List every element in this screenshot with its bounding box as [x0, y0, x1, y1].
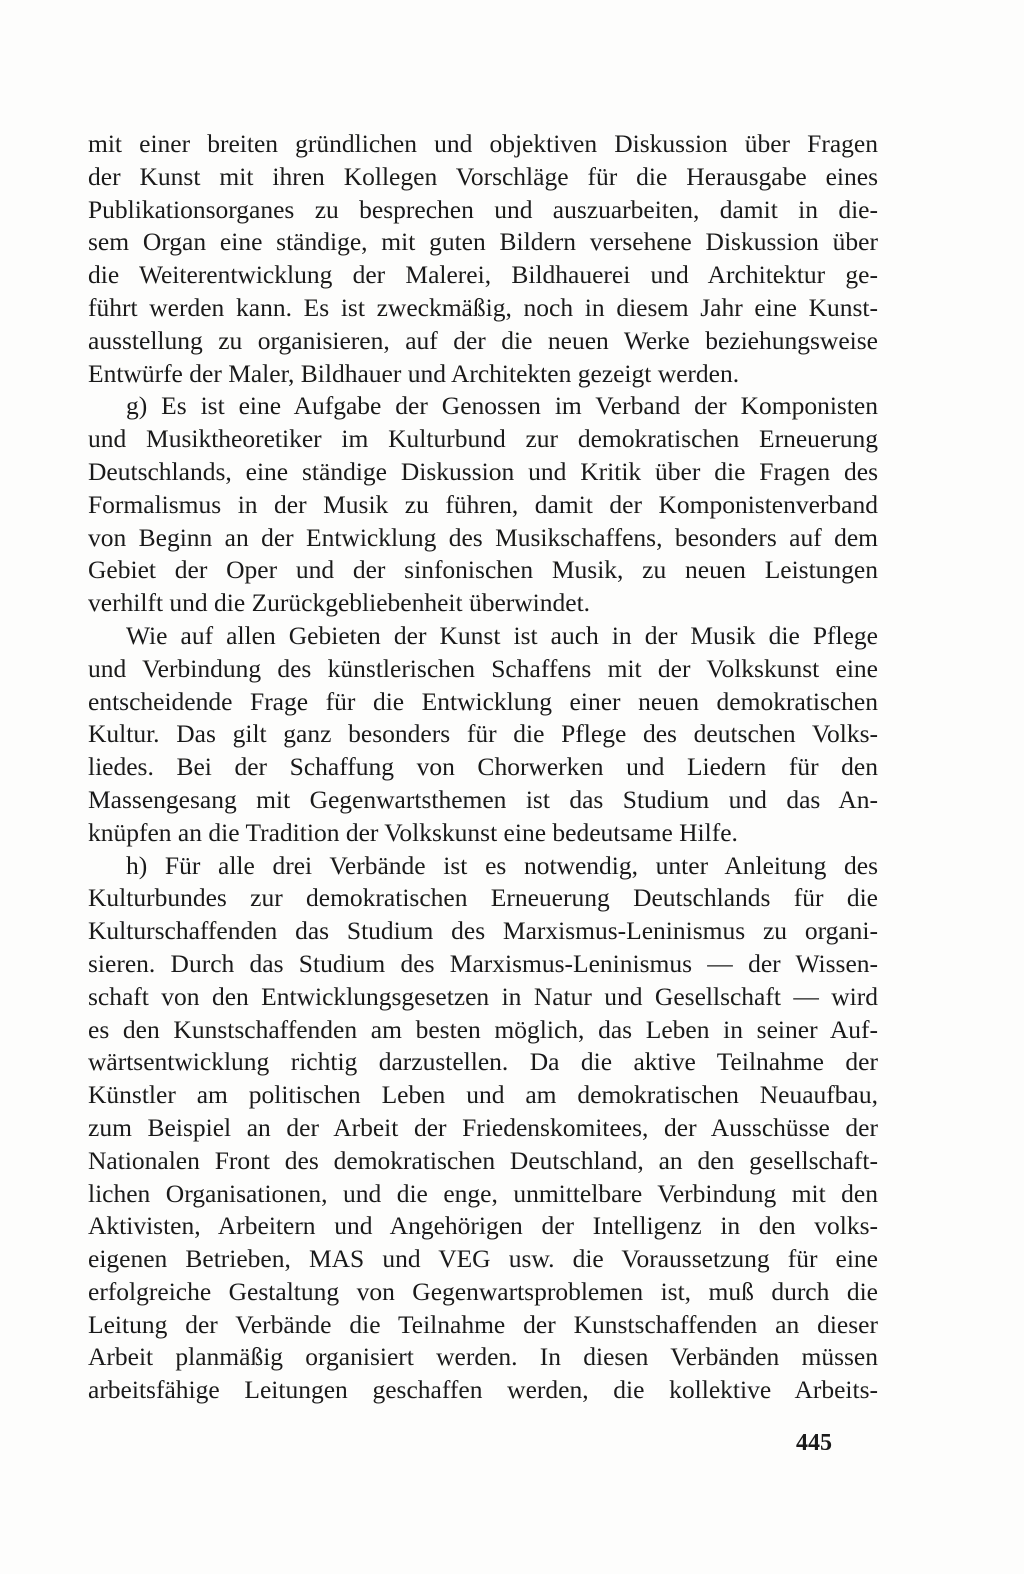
- text-line: Deutschlands, eine ständige Diskussion und Kritik über die Fragen des: [88, 456, 878, 486]
- paragraph: [88, 128, 878, 390]
- page-number: 445: [796, 1430, 832, 1456]
- text-line: Kultur. Das gilt ganz besonders für die Pflege des deutschen Volks-: [88, 719, 878, 749]
- text-line: die Weiterentwicklung der Malerei, Bildhauerei und Architektur ge-: [88, 260, 878, 290]
- text-line: verhilft und die Zurückgebliebenheit überwindet.: [88, 588, 591, 618]
- text-line: Formalismus in der Musik zu führen, damit der Komponistenverband: [88, 489, 878, 519]
- text-line: zum Beispiel an der Arbeit der Friedenskomitees, der Ausschüsse der: [88, 1112, 878, 1142]
- text-line: liedes. Bei der Schaffung von Chorwerken und Liedern für den: [88, 752, 878, 782]
- text-line: erfolgreiche Gestaltung von Gegenwartsproblemen ist, muß durch die: [88, 1276, 878, 1306]
- body-text: [88, 128, 878, 1407]
- text-line: Kulturbundes zur demokratischen Erneuerung Deutschlands für die: [88, 883, 878, 913]
- text-line: von Beginn an der Entwicklung des Musikschaffens, besonders auf dem: [88, 522, 878, 552]
- text-line: sieren. Durch das Studium des Marxismus-Leninismus — der Wissen-: [88, 948, 878, 978]
- text-line: und Musiktheoretiker im Kulturbund zur demokratischen Erneuerung: [88, 424, 878, 454]
- paragraph: [88, 390, 878, 620]
- text-line: Aktivisten, Arbeitern und Angehörigen der Intelligenz in den volks-: [88, 1211, 878, 1241]
- text-line: führt werden kann. Es ist zweckmäßig, noch in diesem Jahr eine Kunst-: [88, 292, 878, 322]
- text-line: und Verbindung des künstlerischen Schaffens mit der Volkskunst eine: [88, 653, 878, 683]
- text-line: schaft von den Entwicklungsgesetzen in Natur und Gesellschaft — wird: [88, 981, 878, 1011]
- text-line: Leitung der Verbände die Teilnahme der Kunstschaffenden an dieser: [88, 1309, 878, 1339]
- text-line: es den Kunstschaffenden am besten möglich, das Leben in seiner Auf-: [88, 1014, 878, 1044]
- text-line: Entwürfe der Maler, Bildhauer und Architekten gezeigt werden.: [88, 358, 740, 388]
- text-line: Gebiet der Oper und der sinfonischen Musik, zu neuen Leistungen: [88, 555, 878, 585]
- text-line: Nationalen Front des demokratischen Deutschland, an den gesellschaft-: [88, 1145, 878, 1175]
- text-line: wärtsentwicklung richtig darzustellen. Da die aktive Teilnahme der: [88, 1047, 878, 1077]
- text-line: sem Organ eine ständige, mit guten Bildern versehene Diskussion über: [88, 227, 878, 257]
- text-line: h) Für alle drei Verbände ist es notwendig, unter Anleitung des: [126, 850, 878, 880]
- text-line: eigenen Betrieben, MAS und VEG usw. die Voraussetzung für eine: [88, 1244, 878, 1274]
- text-line: arbeitsfähige Leitungen geschaffen werden, die kollektive Arbeits-: [88, 1375, 878, 1405]
- text-line: Kulturschaffenden das Studium des Marxismus-Leninismus zu organi-: [88, 916, 878, 946]
- text-line: der Kunst mit ihren Kollegen Vorschläge für die Herausgabe eines: [88, 161, 878, 191]
- text-line: Arbeit planmäßig organisiert werden. In diesen Verbänden müssen: [88, 1342, 878, 1372]
- text-line: ausstellung zu organisieren, auf der die neuen Werke beziehungsweise: [88, 325, 878, 355]
- text-line: Künstler am politischen Leben und am demokratischen Neuaufbau,: [88, 1080, 878, 1110]
- text-line: entscheidende Frage für die Entwicklung einer neuen demokratischen: [88, 686, 878, 716]
- text-line: Massengesang mit Gegenwartsthemen ist das Studium und das An-: [88, 784, 878, 814]
- text-line: Publikationsorganes zu besprechen und auszuarbeiten, damit in die-: [88, 194, 878, 224]
- paragraph: [88, 850, 878, 1408]
- text-line: mit einer breiten gründlichen und objektiven Diskussion über Fragen: [88, 129, 878, 158]
- text-line: lichen Organisationen, und die enge, unmittelbare Verbindung mit den: [88, 1178, 878, 1208]
- text-line: Wie auf allen Gebieten der Kunst ist auch in der Musik die Pflege: [126, 620, 878, 650]
- paragraph: [88, 620, 878, 850]
- text-line: knüpfen an die Tradition der Volkskunst eine bedeutsame Hilfe.: [88, 817, 738, 847]
- text-line: g) Es ist eine Aufgabe der Genossen im Verband der Komponisten: [126, 391, 878, 421]
